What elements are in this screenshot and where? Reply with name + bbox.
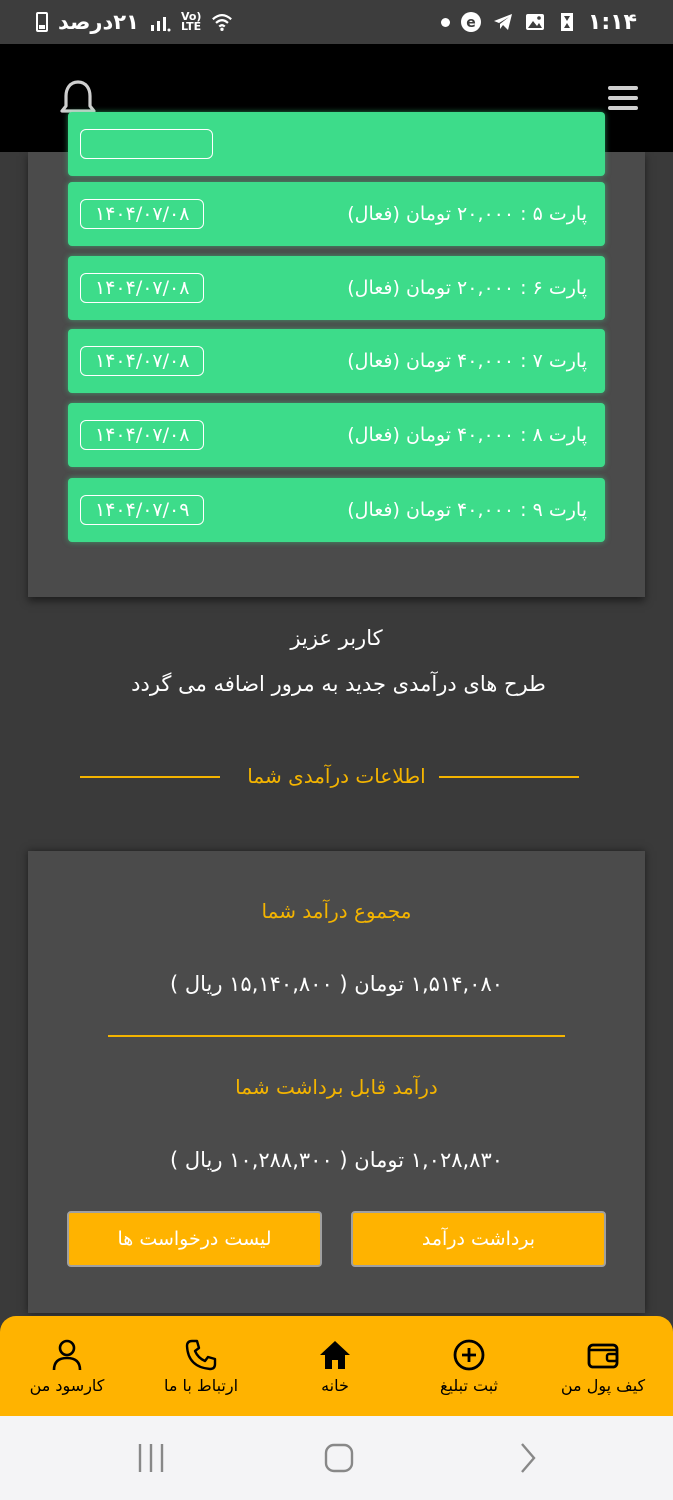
income-card xyxy=(28,851,645,1313)
part-row xyxy=(68,478,605,542)
nav-wallet[interactable] xyxy=(536,1338,670,1395)
part-date: ۱۴۰۴/۰۷/۰۸ xyxy=(80,273,204,303)
wallet-icon xyxy=(586,1338,620,1372)
nav-wallet-label: کیف پول من xyxy=(560,1376,646,1395)
part-row xyxy=(68,329,605,393)
home-button-icon[interactable] xyxy=(323,1442,355,1474)
section-divider-right xyxy=(439,776,579,778)
total-income-label: مجموع درآمد شما xyxy=(261,899,412,923)
signal-icon xyxy=(149,11,171,33)
nav-home[interactable] xyxy=(268,1338,402,1395)
hourglass-icon xyxy=(556,11,578,33)
part-date: ۱۴۰۴/۰۷/۰۸ xyxy=(80,346,204,376)
part-row xyxy=(68,182,605,246)
withdraw-income-button[interactable]: برداشت درآمد xyxy=(351,1211,606,1267)
phone-icon xyxy=(184,1338,218,1372)
nav-contact[interactable] xyxy=(134,1338,268,1395)
add-circle-icon xyxy=(452,1338,486,1372)
nav-contact-label: ارتباط با ما xyxy=(163,1376,239,1395)
part-label: پارت ۸ : ۴۰,۰۰۰ تومان (فعال) xyxy=(347,424,587,446)
part-row xyxy=(68,403,605,467)
withdrawable-income-label: درآمد قابل برداشت شما xyxy=(235,1075,438,1099)
hamburger-menu-icon[interactable] xyxy=(608,86,638,112)
part-date: ۱۴۰۴/۰۷/۰۹ xyxy=(80,495,204,525)
user-icon xyxy=(50,1338,84,1372)
parts-card xyxy=(28,152,645,597)
requests-list-button[interactable]: لیست درخواست ها xyxy=(67,1211,322,1267)
bottom-nav xyxy=(0,1316,673,1416)
income-section-title: اطلاعات درآمدی شما xyxy=(247,764,426,788)
part-label: پارت ۹ : ۴۰,۰۰۰ تومان (فعال) xyxy=(347,499,587,521)
notification-dot-icon xyxy=(441,18,450,27)
nav-profile[interactable] xyxy=(0,1338,134,1395)
wifi-icon xyxy=(211,11,233,33)
part-label: پارت ۵ : ۲۰,۰۰۰ تومان (فعال) xyxy=(347,203,587,225)
back-chevron-icon[interactable] xyxy=(518,1442,538,1474)
app-e-icon xyxy=(460,11,482,33)
nav-submit-ad-label: ثبت تبلیغ xyxy=(440,1376,498,1395)
home-icon xyxy=(318,1338,352,1372)
part-date: ۱۴۰۴/۰۷/۰۸ xyxy=(80,420,204,450)
recent-apps-icon[interactable] xyxy=(136,1442,166,1474)
system-nav-bar xyxy=(0,1416,673,1500)
telegram-icon xyxy=(492,11,514,33)
notice-greeting: کاربر عزیز xyxy=(290,626,383,650)
withdrawable-income-value: ۱,۰۲۸,۸۳۰ تومان ( ۱۰,۲۸۸,۳۰۰ ریال ) xyxy=(169,1148,504,1172)
nav-home-label: خانه xyxy=(321,1376,349,1395)
status-bar xyxy=(0,0,673,44)
part-date-partial xyxy=(80,129,213,159)
part-label: پارت ۷ : ۴۰,۰۰۰ تومان (فعال) xyxy=(347,350,587,372)
status-right xyxy=(441,10,637,35)
total-income-value: ۱,۵۱۴,۰۸۰ تومان ( ۱۵,۱۴۰,۸۰۰ ریال ) xyxy=(169,972,504,996)
battery-percent: ۲۱درصد xyxy=(58,10,139,34)
income-divider xyxy=(108,1035,565,1037)
status-left xyxy=(36,10,233,34)
svg-text:e: e xyxy=(466,15,476,31)
nav-profile-label: کارسود من xyxy=(29,1376,105,1395)
part-row xyxy=(68,256,605,320)
clock: ۱:۱۴ xyxy=(587,9,637,35)
nav-submit-ad[interactable] xyxy=(402,1338,536,1395)
volte-label: Vo) LTE xyxy=(180,10,202,33)
gallery-icon xyxy=(524,11,546,33)
part-date: ۱۴۰۴/۰۷/۰۸ xyxy=(80,199,204,229)
notice-message: طرح های درآمدی جدید به مرور اضافه می گردد xyxy=(131,672,546,696)
part-row-partial xyxy=(68,112,605,176)
battery-icon xyxy=(36,12,48,32)
part-label: پارت ۶ : ۲۰,۰۰۰ تومان (فعال) xyxy=(347,277,587,299)
